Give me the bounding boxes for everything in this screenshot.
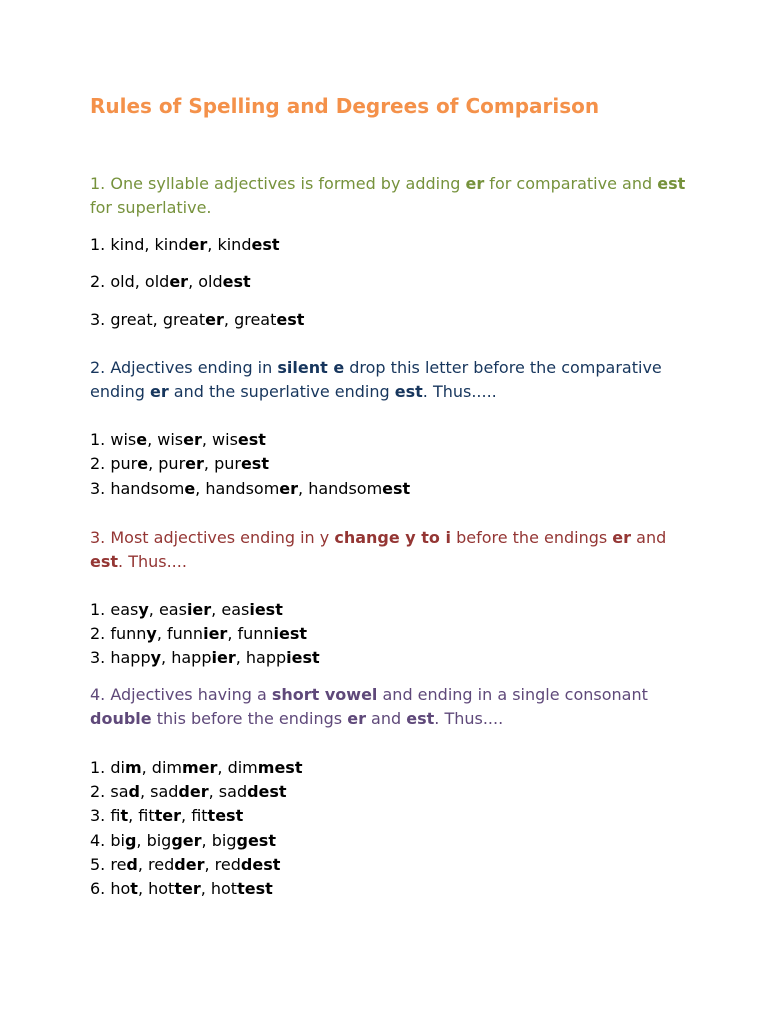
- rule-keyword: est: [90, 552, 119, 571]
- example-suffix: est: [251, 235, 280, 254]
- example-line: [90, 452, 269, 476]
- example-text: 2. sa: [90, 782, 129, 801]
- rule-keyword: er: [149, 382, 169, 401]
- example-suffix: der: [178, 782, 209, 801]
- example-text: , kind: [207, 235, 252, 254]
- rule-keyword: change y to i: [334, 528, 451, 547]
- example-text: , hot: [137, 879, 175, 898]
- example-suffix: er: [185, 454, 204, 473]
- example-text: , sad: [139, 782, 179, 801]
- example-text: 3. great, great: [90, 310, 206, 329]
- example-suffix: t: [120, 806, 129, 825]
- example-text: 1. wis: [90, 430, 137, 449]
- example-suffix: der: [174, 855, 205, 874]
- example-suffix: ter: [154, 806, 182, 825]
- example-suffix: est: [222, 272, 251, 291]
- rule-keyword: double: [90, 709, 152, 728]
- example-suffix: dest: [240, 855, 281, 874]
- example-line: [90, 428, 266, 452]
- example-text: , sad: [208, 782, 248, 801]
- example-suffix: er: [205, 310, 224, 329]
- example-text: , wis: [201, 430, 238, 449]
- example-line: [90, 877, 273, 901]
- rule-text-segment: 3. Most adjectives ending in y: [90, 528, 335, 547]
- example-line: [90, 804, 243, 828]
- example-text: , funn: [156, 624, 204, 643]
- rule-1-text: [90, 172, 690, 220]
- example-text: 3. fi: [90, 806, 121, 825]
- rule-text-segment: for comparative and: [484, 174, 658, 193]
- example-line: [90, 598, 283, 622]
- example-suffix: test: [207, 806, 244, 825]
- rule-text-segment: before the endings: [450, 528, 613, 547]
- rule-keyword: er: [612, 528, 632, 547]
- rule-keyword: er: [347, 709, 366, 728]
- rule-3-text: [90, 526, 690, 574]
- rule-text-segment: for superlative.: [90, 198, 212, 217]
- rule-keyword: est: [394, 382, 423, 401]
- example-text: 5. re: [90, 855, 127, 874]
- example-suffix: iest: [249, 600, 283, 619]
- example-text: , great: [223, 310, 277, 329]
- example-suffix: mest: [257, 758, 303, 777]
- example-suffix: ter: [174, 879, 201, 898]
- example-text: , red: [137, 855, 175, 874]
- example-text: , old: [188, 272, 223, 291]
- rule-text-segment: . Thus.....: [422, 382, 497, 401]
- example-suffix: y: [146, 624, 157, 643]
- example-suffix: e: [137, 454, 149, 473]
- example-suffix: ier: [211, 648, 236, 667]
- example-suffix: d: [128, 782, 140, 801]
- example-text: , happ: [235, 648, 287, 667]
- example-text: , fit: [181, 806, 208, 825]
- example-suffix: iest: [286, 648, 320, 667]
- example-text: , handsom: [298, 479, 383, 498]
- page-title: Rules of Spelling and Degrees of Comparison: [90, 94, 600, 118]
- example-suffix: est: [276, 310, 305, 329]
- rule-keyword: silent e: [277, 358, 345, 377]
- example-suffix: iest: [273, 624, 308, 643]
- example-suffix: est: [237, 430, 266, 449]
- example-text: , happ: [161, 648, 212, 667]
- example-text: 1. kind, kind: [90, 235, 189, 254]
- example-line: [90, 756, 302, 780]
- rule-text-segment: 4. Adjectives having a: [90, 685, 272, 704]
- example-suffix: er: [183, 430, 202, 449]
- example-text: 3. happ: [90, 648, 151, 667]
- example-text: , handsom: [195, 479, 280, 498]
- example-line: [90, 829, 276, 853]
- example-text: , dim: [141, 758, 182, 777]
- rule-4-text: [90, 683, 690, 731]
- rule-text-segment: drop this letter before the comparative ending: [90, 358, 662, 401]
- example-text: , funn: [227, 624, 274, 643]
- example-suffix: gest: [236, 831, 276, 850]
- rule-text-segment: . Thus....: [118, 552, 187, 571]
- example-text: , red: [204, 855, 241, 874]
- example-text: , big: [201, 831, 237, 850]
- example-suffix: er: [188, 235, 208, 254]
- example-text: , pur: [203, 454, 241, 473]
- example-suffix: y: [138, 600, 149, 619]
- example-suffix: test: [237, 879, 273, 898]
- example-line: [90, 622, 307, 646]
- example-suffix: e: [184, 479, 196, 498]
- example-text: 2. pur: [90, 454, 138, 473]
- example-suffix: ier: [203, 624, 228, 643]
- rule-text-segment: and the superlative ending: [168, 382, 395, 401]
- example-text: , pur: [148, 454, 186, 473]
- example-suffix: y: [150, 648, 162, 667]
- rule-keyword: est: [657, 174, 686, 193]
- example-text: 1. di: [90, 758, 125, 777]
- example-suffix: m: [124, 758, 142, 777]
- example-text: , eas: [211, 600, 250, 619]
- example-line: [90, 780, 287, 804]
- rule-text-segment: 2. Adjectives ending in: [90, 358, 278, 377]
- example-line: [90, 233, 280, 257]
- example-text: 3. handsom: [90, 479, 185, 498]
- example-suffix: est: [382, 479, 411, 498]
- example-suffix: ger: [171, 831, 202, 850]
- example-text: 1. eas: [90, 600, 139, 619]
- example-text: , wis: [147, 430, 184, 449]
- example-text: , eas: [148, 600, 187, 619]
- example-suffix: er: [169, 272, 189, 291]
- rule-text-segment: this before the endings: [151, 709, 348, 728]
- rule-text-segment: and ending in a single consonant: [377, 685, 648, 704]
- example-line: [90, 646, 320, 670]
- rule-2-text: [90, 356, 690, 404]
- rule-text-segment: 1. One syllable adjectives is formed by adding: [90, 174, 466, 193]
- example-text: 2. old, old: [90, 272, 170, 291]
- rule-text-segment: and: [365, 709, 407, 728]
- example-text: , big: [136, 831, 172, 850]
- example-line: [90, 270, 251, 294]
- example-suffix: ier: [186, 600, 212, 619]
- rule-text-segment: . Thus....: [434, 709, 504, 728]
- example-text: , fit: [128, 806, 155, 825]
- example-suffix: g: [124, 831, 137, 850]
- example-suffix: d: [126, 855, 138, 874]
- example-suffix: dest: [247, 782, 287, 801]
- example-suffix: t: [130, 879, 138, 898]
- example-suffix: est: [240, 454, 269, 473]
- rule-keyword: short vowel: [271, 685, 378, 704]
- rule-keyword: est: [406, 709, 435, 728]
- example-suffix: er: [279, 479, 299, 498]
- example-text: , hot: [200, 879, 238, 898]
- rule-keyword: er: [465, 174, 485, 193]
- example-line: [90, 308, 304, 332]
- example-line: [90, 853, 280, 877]
- rule-text-segment: and: [631, 528, 667, 547]
- example-suffix: mer: [181, 758, 218, 777]
- example-text: 2. funn: [90, 624, 147, 643]
- example-text: 6. ho: [90, 879, 131, 898]
- example-text: 4. bi: [90, 831, 125, 850]
- example-text: , dim: [217, 758, 258, 777]
- example-suffix: e: [136, 430, 148, 449]
- example-line: [90, 477, 410, 501]
